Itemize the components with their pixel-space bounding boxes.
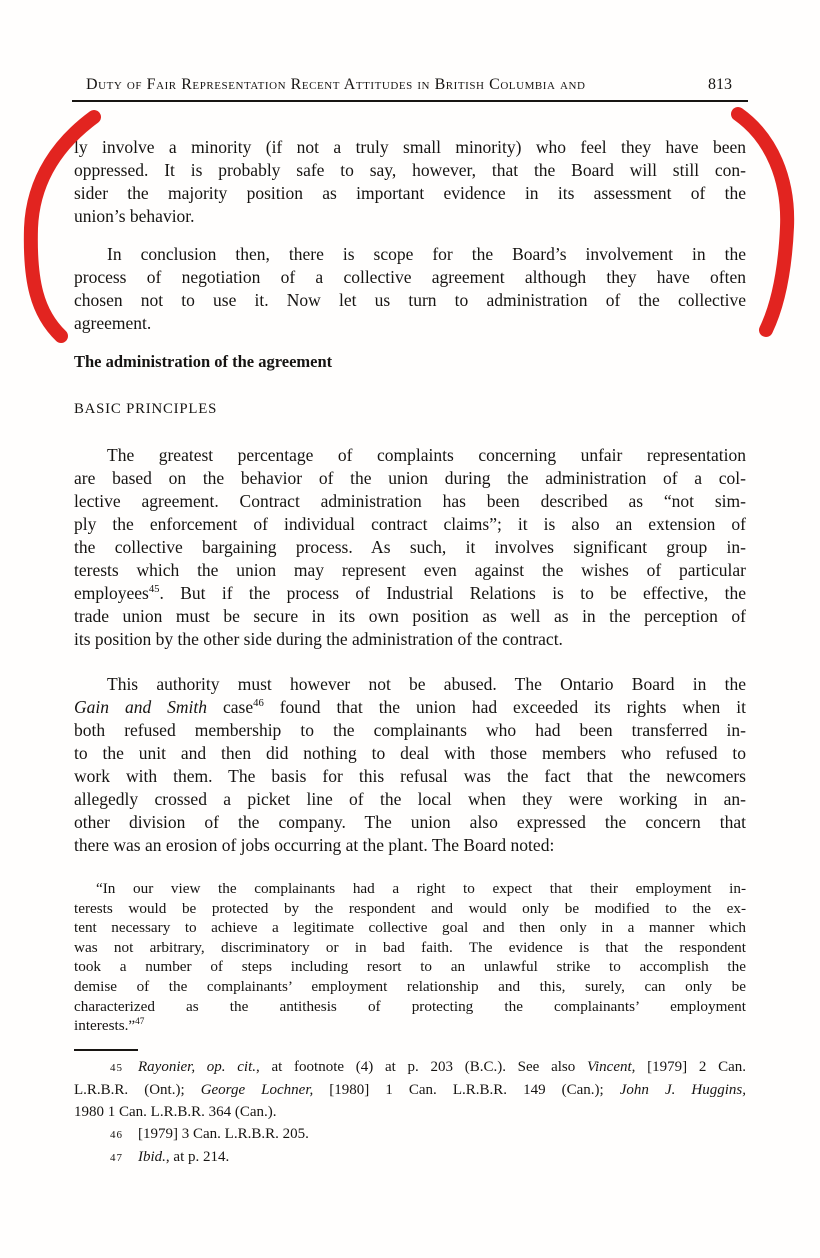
gain-and-smith-paragraph: This authority must however not be abused. The Ontario Board in the Gain and Smith case$^{46}$ found that the union had exceeded its rights when it both refused membership to the complainants who had been transferred in- to the unit and then did nothing to deal with those members who refused to work with them. The basis for this refusal was the fact that the newcomers allegedly crossed a picket line of the local when they were working in an- other division of the company. The union also expressed the concern that there was an erosion of jobs occurring at the plant. The Board noted:: [74, 674, 746, 855]
footnote-47: 47 Ibid., at p. 214.: [110, 1148, 230, 1165]
footnote-separator: [74, 1049, 138, 1051]
page-number: 813: [708, 76, 732, 93]
conclusion-paragraph: In conclusion then, there is scope for the Board’s involvement in the process of negotiation of a collective agreement although they have often chosen not to use it. Now let us turn to administration of the collective agreement.: [74, 244, 746, 333]
continuation-paragraph: ly involve a minority (if not a truly small minority) who feel they have been oppressed. It is probably safe to say, however, that the Board will still con- sider the majority position as important evidence in its assessment of the union’s behavior.: [74, 137, 746, 226]
page-body: [74, 136, 746, 1169]
subsection-heading-basic-principles: BASIC PRINCIPLES: [74, 401, 218, 417]
footnote-45: 45 Rayonier, op. cit., at footnote (4) at p. 203 (B.C.). See also Vincent, [1979] 2 Can. L.R.B.R. (Ont.); George Lochner, [1980] 1 Can. L.R.B.R. 149 (Can.); John J. Huggins, 1980 1 Can. L.R.B.R. 364 (Can.).: [74, 1058, 746, 1120]
basic-principles-paragraph: The greatest percentage of complaints concerning unfair representation are based on the behavior of the union during the administration of a col- lective agreement. Contract administration has been described as “not sim- ply the enforcement of individual contract claims”; it is also an extension of the collective bargaining process. As such, it involves significant group in- terests which the union may represent even against the wishes of particular employees$^{45}$. But if the process of Industrial Relations is to be effective, the trade union must be secure in its own position as well as in the perception of its position by the other side during the administration of the contract.: [74, 445, 746, 649]
footnotes-block: [74, 1056, 746, 1169]
header-rule: [72, 100, 748, 102]
page-header: [86, 76, 732, 94]
footnote-46: 46 [1979] 3 Can. L.R.B.R. 205.: [110, 1125, 309, 1142]
board-quotation-block: “In our view the complainants had a right to expect that their employment in- terests would be protected by the respondent and would only be modified to the ex- tent necessary to achieve a legitimate collective goal and then only in a manner which was not arbitrary, discriminatory or in bad faith. The evidence is that the respondent took a number of steps including resort to an unlawful strike to accomplish the demise of the complainants’ employment relationship and this, surely, can only be characterized as the antithesis of protecting the complainants’ employment interests.”$^{47}$: [74, 880, 746, 1035]
running-head-title: Duty of Fair Representation Recent Attitudes in British Columbia and: [86, 76, 586, 93]
section-heading-administration: The administration of the agreement: [74, 352, 333, 371]
